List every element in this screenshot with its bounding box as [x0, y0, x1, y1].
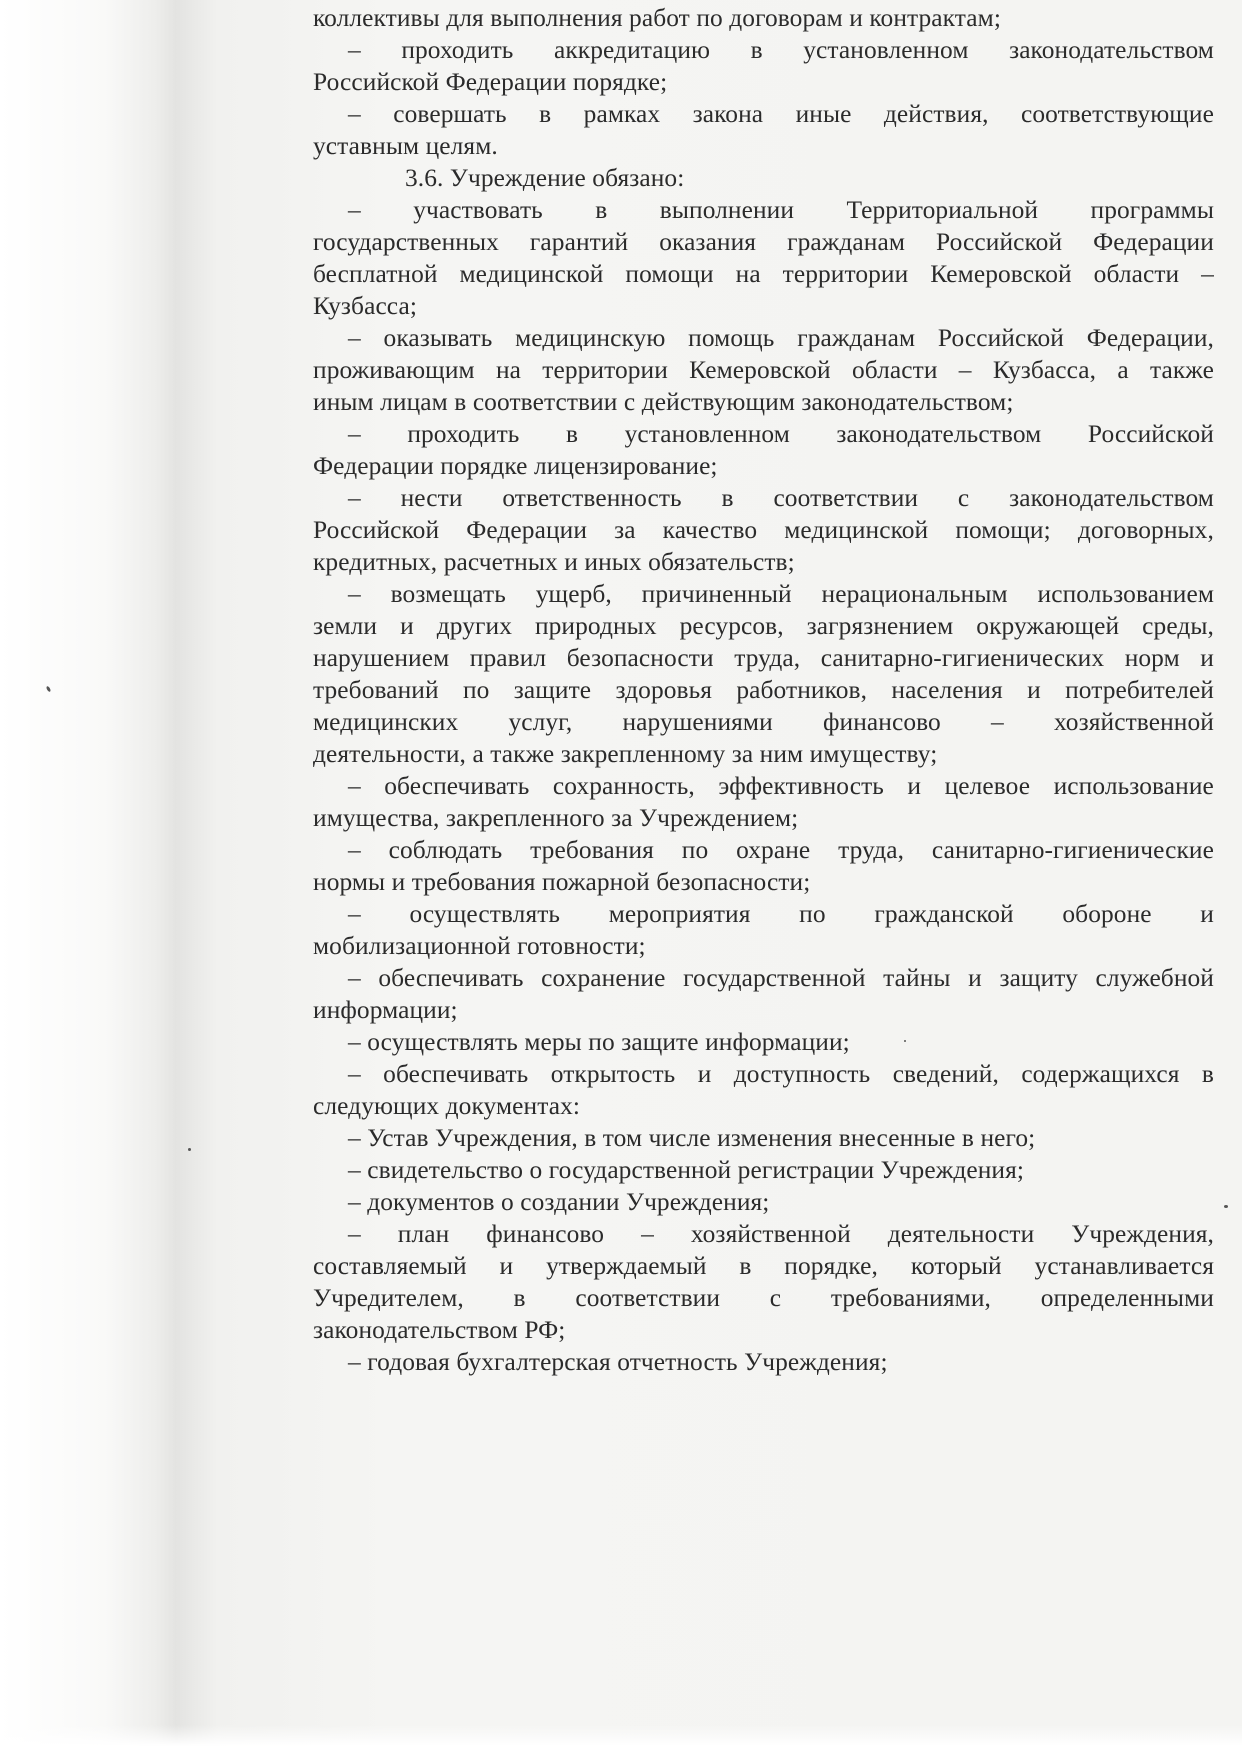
word: защите: [513, 676, 592, 704]
word: на: [495, 356, 521, 384]
word: Кемеровской: [689, 356, 831, 384]
text-line: нормы и требования пожарной безопасности;: [313, 868, 811, 896]
word: медицинских: [313, 708, 459, 736]
word: –: [348, 1060, 361, 1088]
word: соответствии: [575, 1284, 721, 1312]
text-line: мобилизационной готовности;: [313, 932, 646, 960]
word: и: [1027, 676, 1041, 704]
word: государственной: [683, 964, 866, 992]
text-line: [313, 354, 1214, 386]
word: медицинской: [784, 516, 929, 544]
word: и: [968, 964, 982, 992]
word: деятельности: [887, 1220, 1035, 1248]
word: –: [1201, 260, 1214, 288]
word: план: [397, 1220, 450, 1248]
word: сведений,: [892, 1060, 999, 1088]
word: Кузбасса,: [992, 356, 1097, 384]
text-line: имущества, закрепленного за Учреждением;: [313, 804, 799, 832]
word: –: [348, 100, 361, 128]
word: Федерации,: [1086, 324, 1214, 352]
list-item-line: [313, 98, 1214, 130]
word: услуг,: [508, 708, 573, 736]
text-line: кредитных, расчетных и иных обязательств;: [313, 548, 795, 576]
list-item-line: – осуществлять меры по защите информации;: [348, 1028, 850, 1056]
word: в: [565, 420, 579, 448]
word: –: [348, 484, 361, 512]
word: и: [499, 1252, 514, 1280]
word: совершать: [393, 100, 507, 128]
word: а: [1117, 356, 1129, 384]
scan-bottom-edge: [0, 1725, 1242, 1755]
list-item-line: [313, 898, 1214, 930]
text-line: [313, 1282, 1214, 1314]
word: –: [348, 420, 361, 448]
word: возмещать: [390, 580, 506, 608]
word: –: [348, 900, 361, 928]
word: области: [851, 356, 938, 384]
word: норм: [1124, 644, 1180, 672]
text-line: [313, 610, 1214, 642]
scan-speck: [188, 1148, 191, 1151]
text-line: уставным целям.: [313, 132, 498, 160]
word: –: [348, 36, 361, 64]
list-item-line: [313, 1058, 1214, 1090]
word: ущерб,: [535, 580, 612, 608]
list-item-line: [313, 962, 1214, 994]
word: в: [595, 196, 608, 224]
text-line: деятельности, а также закрепленному за ним имуществу;: [313, 740, 938, 768]
word: гражданам: [787, 228, 906, 256]
word: гражданской: [874, 900, 1014, 928]
word: здоровья: [615, 676, 713, 704]
word: защиту: [999, 964, 1078, 992]
word: качество: [662, 516, 758, 544]
word: законодательством: [836, 420, 1042, 448]
word: помощи;: [955, 516, 1051, 544]
word: потребителей: [1065, 676, 1214, 704]
word: с: [957, 484, 970, 512]
word: земли: [313, 612, 378, 640]
text-line: Российской Федерации порядке;: [313, 68, 668, 96]
word: договорных,: [1077, 516, 1214, 544]
word: участвовать: [413, 196, 543, 224]
word: хозяйственной: [690, 1220, 851, 1248]
word: нести: [400, 484, 463, 512]
word: –: [958, 356, 972, 384]
word: среды,: [1142, 612, 1214, 640]
scan-speck: [1224, 1205, 1228, 1208]
word: программы: [1090, 196, 1214, 224]
word: проходить: [407, 420, 520, 448]
word: обеспечивать: [383, 1060, 529, 1088]
word: –: [348, 836, 361, 864]
word: помощь: [688, 324, 775, 352]
document-body-text: [313, 2, 1214, 1378]
text-line: [313, 514, 1214, 546]
text-line: [313, 642, 1214, 674]
word: и: [697, 1060, 712, 1088]
text-line: [313, 258, 1214, 290]
text-line: [313, 1250, 1214, 1282]
list-item-line: – годовая бухгалтерская отчетность Учреждения;: [348, 1348, 888, 1376]
word: сохранение: [541, 964, 666, 992]
word: –: [348, 772, 361, 800]
word: причиненный: [641, 580, 792, 608]
word: использование: [1053, 772, 1214, 800]
word: закона: [692, 100, 764, 128]
word: требования: [530, 836, 654, 864]
list-item-line: – свидетельство о государственной регистрации Учреждения;: [348, 1156, 1025, 1184]
word: населения: [891, 676, 1003, 704]
word: и: [1200, 900, 1214, 928]
word: содержащихся: [1021, 1060, 1180, 1088]
word: ответственность: [502, 484, 682, 512]
word: других: [436, 612, 512, 640]
word: хозяйственной: [1053, 708, 1214, 736]
word: проживающим: [313, 356, 475, 384]
word: гарантий: [529, 228, 629, 256]
word: финансово: [486, 1220, 605, 1248]
word: осуществлять: [409, 900, 561, 928]
word: и: [907, 772, 922, 800]
word: служебной: [1095, 964, 1214, 992]
list-item-line: – Устав Учреждения, в том числе изменения внесенные в него;: [348, 1124, 1036, 1152]
word: за: [614, 516, 636, 544]
word: определенными: [1040, 1284, 1214, 1312]
word: который: [910, 1252, 1002, 1280]
list-item-line: [313, 418, 1214, 450]
word: законодательством: [1009, 36, 1214, 64]
word: в: [1201, 1060, 1214, 1088]
list-item-line: [313, 770, 1214, 802]
word: доступность: [733, 1060, 871, 1088]
word: –: [348, 1220, 361, 1248]
word: в: [513, 1284, 526, 1312]
word: составляемый: [313, 1252, 467, 1280]
word: правил: [469, 644, 547, 672]
word: и: [1200, 644, 1214, 672]
word: труда,: [734, 644, 801, 672]
word: также: [1150, 356, 1214, 384]
list-item-line: [313, 322, 1214, 354]
word: эффективность: [718, 772, 884, 800]
word: Территориальной: [846, 196, 1039, 224]
word: порядке,: [784, 1252, 878, 1280]
word: требованиями,: [830, 1284, 991, 1312]
text-line: Федерации порядке лицензирование;: [313, 452, 718, 480]
word: Российской: [313, 516, 440, 544]
word: открытость: [550, 1060, 676, 1088]
word: на: [735, 260, 761, 288]
word: Учреждения,: [1071, 1220, 1214, 1248]
word: и: [400, 612, 414, 640]
word: соответствии: [773, 484, 919, 512]
word: в: [721, 484, 734, 512]
list-item-line: [313, 834, 1214, 866]
word: ресурсов,: [679, 612, 784, 640]
word: Российской: [936, 228, 1063, 256]
word: природных: [534, 612, 657, 640]
word: окружающей: [976, 612, 1120, 640]
word: утверждаемый: [546, 1252, 707, 1280]
word: в: [739, 1252, 752, 1280]
word: нерациональным: [821, 580, 1008, 608]
word: санитарно-гигиенические: [931, 836, 1214, 864]
word: мероприятия: [608, 900, 751, 928]
word: рамках: [583, 100, 661, 128]
word: устанавливается: [1034, 1252, 1214, 1280]
word: использованием: [1037, 580, 1214, 608]
word: по: [681, 836, 709, 864]
word: установленном: [624, 420, 790, 448]
list-item-line: [313, 1218, 1214, 1250]
word: по: [799, 900, 826, 928]
word: соблюдать: [388, 836, 503, 864]
text-line: информации;: [313, 996, 458, 1024]
word: нарушением: [313, 644, 450, 672]
list-item-line: [313, 482, 1214, 514]
word: тайны: [883, 964, 951, 992]
word: –: [348, 196, 361, 224]
word: финансово: [822, 708, 941, 736]
word: –: [348, 324, 361, 352]
word: иные: [795, 100, 852, 128]
word: обеспечивать: [378, 964, 524, 992]
word: обеспечивать: [384, 772, 530, 800]
word: в: [750, 36, 763, 64]
list-item-line: [313, 194, 1214, 226]
word: Федерации: [1093, 228, 1214, 256]
text-line: законодательством РФ;: [313, 1316, 566, 1344]
word: области: [1093, 260, 1180, 288]
word: –: [641, 1220, 654, 1248]
text-line: коллективы для выполнения работ по договорам и контрактам;: [313, 4, 1001, 32]
word: гражданам: [797, 324, 916, 352]
word: Российской: [1087, 420, 1214, 448]
word: –: [348, 580, 361, 608]
word: –: [991, 708, 1004, 736]
word: работников,: [736, 676, 868, 704]
word: оказания: [659, 228, 757, 256]
word: требований: [313, 676, 439, 704]
word: установленном: [803, 36, 969, 64]
word: территории: [542, 356, 668, 384]
word: бесплатной: [313, 260, 438, 288]
word: охране: [736, 836, 811, 864]
text-line: [313, 706, 1214, 738]
list-item-line: [313, 578, 1214, 610]
scan-left-margin: [0, 0, 175, 1755]
word: в: [539, 100, 552, 128]
word: с: [769, 1284, 782, 1312]
text-line: следующих документах:: [313, 1092, 581, 1120]
word: обороне: [1062, 900, 1152, 928]
word: государственных: [313, 228, 499, 256]
word: нарушениями: [622, 708, 773, 736]
word: Федерации: [466, 516, 588, 544]
word: санитарно-гигиенических: [820, 644, 1105, 672]
list-item-line: [313, 34, 1214, 66]
word: законодательством: [1009, 484, 1214, 512]
word: территории: [782, 260, 909, 288]
word: действия,: [883, 100, 989, 128]
word: оказывать: [383, 324, 493, 352]
text-line: [313, 674, 1214, 706]
text-line: [313, 226, 1214, 258]
word: Российской: [937, 324, 1064, 352]
word: медицинскую: [515, 324, 666, 352]
list-item-line: – документов о создании Учреждения;: [348, 1188, 770, 1216]
word: медицинской: [459, 260, 604, 288]
word: труда,: [838, 836, 905, 864]
text-line: Кузбасса;: [313, 292, 418, 320]
word: Учредителем,: [313, 1284, 464, 1312]
word: соответствующие: [1020, 100, 1214, 128]
word: помощи: [625, 260, 714, 288]
word: –: [348, 964, 361, 992]
word: по: [462, 676, 490, 704]
word: аккредитацию: [553, 36, 711, 64]
word: сохранность,: [552, 772, 695, 800]
word: выполнении: [659, 196, 795, 224]
word: целевое: [944, 772, 1031, 800]
section-heading: 3.6. Учреждение обязано:: [405, 164, 685, 192]
text-line: иным лицам в соответствии с действующим законодательством;: [313, 388, 1014, 416]
word: загрязнением: [806, 612, 954, 640]
word: безопасности: [566, 644, 714, 672]
word: проходить: [401, 36, 514, 64]
word: Кемеровской: [930, 260, 1072, 288]
